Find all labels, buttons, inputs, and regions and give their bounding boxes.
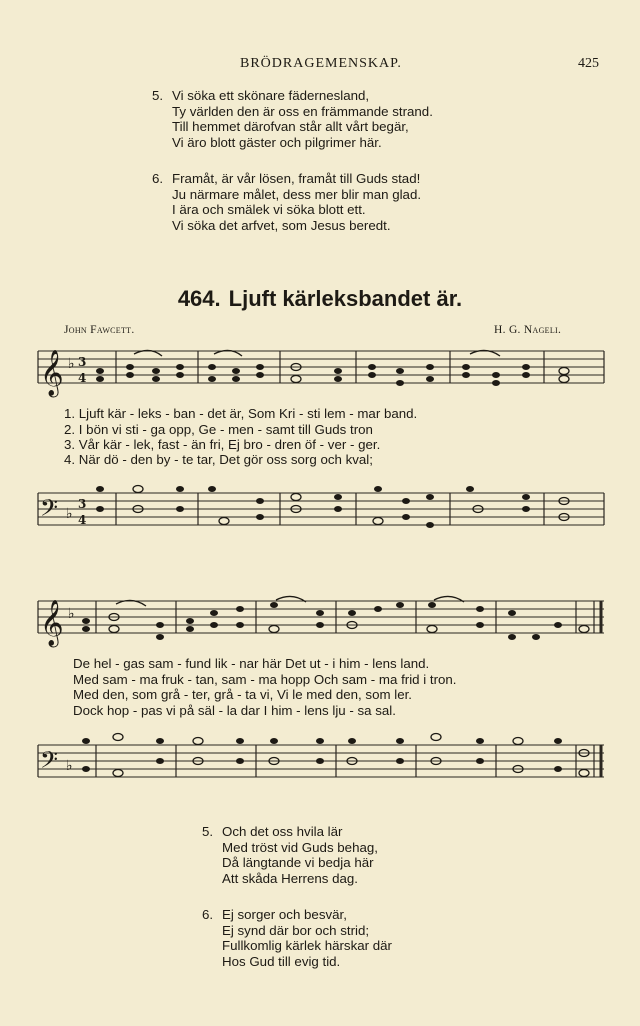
time-signature-bottom: 4 <box>78 371 87 385</box>
bass-clef-icon: 𝄢 <box>40 746 59 779</box>
stanza-line: Ej synd där bor och strid; <box>222 922 370 938</box>
hymn-title-text: Ljuft kärleksbandet är. <box>228 286 463 311</box>
stanza-number: 5. <box>202 824 214 839</box>
notes <box>96 486 569 529</box>
stanza-line: Framåt, är vår lösen, framåt till Guds stad! <box>172 171 421 186</box>
staff-lines <box>38 351 604 383</box>
lyric-verse-2: 2. I bön vi sti - ga opp, Ge - men - samt till Guds tron <box>64 422 373 437</box>
lyric-verse-4-cont: Dock hop - pas vi på säl - la dar I him - lens lju - sa sal. <box>73 703 396 718</box>
flat-icon: ♭ <box>66 506 73 522</box>
system1-bass-staff <box>38 488 604 538</box>
stanza-number: 6. <box>202 907 214 922</box>
stanza-line: Att skåda Herrens dag. <box>222 870 358 886</box>
running-title: BRÖDRAGEMENSKAP. <box>240 56 402 71</box>
lyric-verse-4: 4. När dö - den by - te tar, Det gör oss sorg och kval; <box>64 452 373 467</box>
lyric-verse-2-cont: Med sam - ma fruk - tan, sam - ma hopp Och sam - ma frid i tron. <box>73 672 457 687</box>
hymn-title <box>0 286 640 312</box>
stanza-line: Vi söka ett skönare fädernesland, <box>172 88 370 103</box>
system2-bass-staff <box>38 740 604 790</box>
top-stanza-5 <box>152 88 612 152</box>
stanza-line: Fullkomlig kärlek härskar där <box>222 938 392 953</box>
stanza-line: Ty världen den är oss en främmande strand. <box>172 103 433 119</box>
stanza-line: Ej sorger och besvär, <box>222 907 347 922</box>
flat-icon: ♭ <box>68 356 75 372</box>
hymn-number: 464. <box>177 286 221 311</box>
flat-icon: ♭ <box>66 758 73 774</box>
stanza-number: 6. <box>152 171 164 186</box>
bottom-stanza-5 <box>202 824 602 888</box>
stanza-line: Med tröst vid Guds behag, <box>222 839 378 855</box>
time-signature-top: 3 <box>78 355 87 369</box>
bottom-stanza-6 <box>202 907 602 971</box>
time-signature-bottom: 4 <box>78 513 87 527</box>
time-signature-top: 3 <box>78 497 87 511</box>
treble-clef-icon: 𝄞 <box>40 600 64 646</box>
stanza-line: Vi äro blott gäster och pilgrimer här. <box>172 134 382 150</box>
hymn-author: John Fawcett. <box>64 324 135 336</box>
lyric-verse-1: 1. Ljuft kär - leks - ban - det är, Som Kri - sti lem - mar band. <box>64 406 418 421</box>
page-header <box>0 56 640 76</box>
stanza-line: I ära och smälek vi söka blott ett. <box>172 202 366 217</box>
top-stanza-6 <box>152 171 612 235</box>
system1-treble-staff <box>38 346 604 406</box>
treble-clef-icon: 𝄞 <box>40 350 64 396</box>
hymn-composer: H. G. Nageli. <box>494 324 562 336</box>
stanza-line: Och det oss hvila lär <box>222 824 343 839</box>
stanza-line: Hos Gud till evig tid. <box>222 953 341 969</box>
page-number: 425 <box>578 56 599 71</box>
stanza-line: Vi söka det arfvet, som Jesus beredt. <box>172 217 391 233</box>
stanza-number: 5. <box>152 88 164 103</box>
system2-treble-staff <box>38 596 604 646</box>
stanza-line: Ju närmare målet, dess mer blir man glad. <box>172 186 422 202</box>
stanza-line: Till hemmet därofvan står allt vårt begär, <box>172 119 409 134</box>
bass-clef-icon: 𝄢 <box>40 494 59 527</box>
flat-icon: ♭ <box>68 606 75 622</box>
lyric-verse-1-cont: De hel - gas sam - fund lik - nar här Det ut - i him - lens land. <box>73 656 430 671</box>
lyric-verse-3: 3. Vår kär - lek, fast - än fri, Ej bro - dren öf - ver - ger. <box>64 437 381 452</box>
stanza-line: Då längtande vi bedja här <box>222 855 374 870</box>
lyric-verse-3-cont: Med den, som grå - ter, grå - ta vi, Vi le med den, som ler. <box>73 687 412 702</box>
